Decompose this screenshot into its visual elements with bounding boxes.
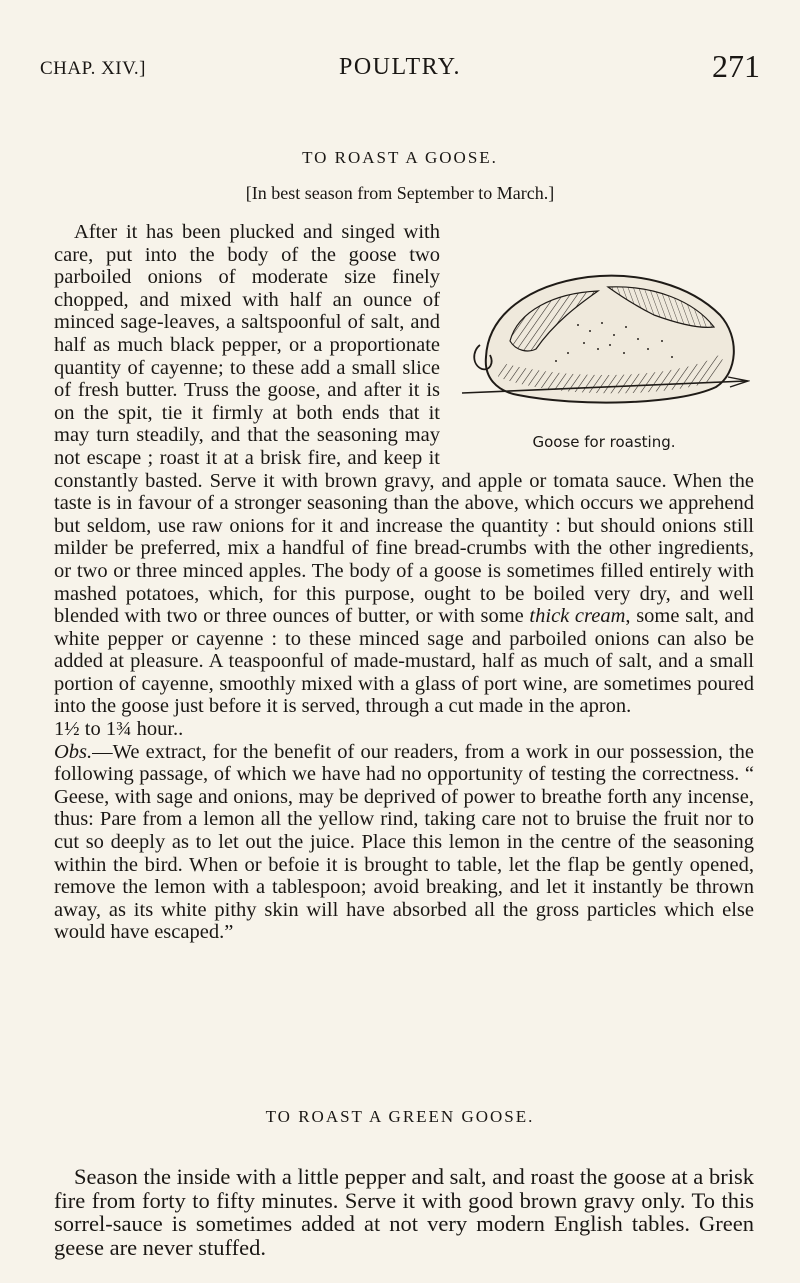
recipe-title: TO ROAST A GOOSE. [302,148,498,167]
obs-label: Obs. [54,740,93,763]
cooking-time: 1½ to 1¾ hour.. [54,718,184,741]
goose-illustration [454,241,754,465]
figure-caption: Goose for roasting. [532,433,676,451]
obs-text: —We extract, for the benefit of our readers, from a work in our possession, the following passage, of which we have had no opportunity of testing the correctness. “ Geese, with sage and onions, may be deprived of power to breathe forth any incense, thus: Pare from a lemon all the yellow rind, taking care not to bruise the fruit nor to cut so deeply as to let out the juice. Place this lemon in the centre of the seasoning within the bird. When or befoie it is brought to table, let the flap be gently opened, remove the lemon with a tablespoon; avoid breaking, and let it instantly be thrown away, as its white pithy skin will have absorbed all the gross particles which else would have escaped.” [54,740,754,944]
recipe-intro: After it has been plucked and singed with care, put into the body of the goose two parboiled onions of moderate size finely chopped, and mixed with half an ounce of minced sage-leaves, a saltspoonful of salt, and half as much black pepper, or a proportionate quantity of cayenne; to these add a small slice of fresh butter. Truss the goose, and after it is on the spit, tie it firmly at both ends that it may turn steadily, and that the seasoning may not escape ; roast it at a brisk fire, and keep it constantly basted. Serve it with brown gravy, and apple or tomata sauce. When the taste is in favour of a stronger seasoning than the above, which occurs we apprehend but seldom, use raw onions for it and increase the quantity : but should onions still milder be preferred, mix a handful of fine bread-crumbs with the other ingredients, or two or three minced apples. The body of a goose is sometimes filled entirely with mashed potatoes, which, for this purpose, ought to be boiled very dry, and well blended with two or three ounces of butter, or with some [54,221,754,628]
season-note: [In best season from September to March.] [245,183,555,203]
recipe-body [54,221,754,944]
page-number: 271 [712,48,760,84]
recipe-intro-italic: thick cream [529,605,626,628]
recipe2-title: TO ROAST A GREEN GOOSE. [265,1107,535,1126]
recipe2-body: Season the inside with a little pepper and salt, and roast the goose at a brisk fire from forty to fifty minutes. Serve it with good brown gravy only. To this sorrel-sauce is sometimes added at not very modern English tables. Green geese are never stuffed. [54,1164,754,1260]
observation-paragraph [54,741,754,944]
section-title: POULTRY. [338,54,462,80]
running-head [40,48,760,88]
recipe-intro-end: , some salt, and white pepper or cayenne : to these minced sage and parboiled onions can also be added at pleasure. A teaspoonful of made-mustard, half as much of salt, and a small portion of cayenne, smoothly mixed with a glass of port wine, are sometimes poured into the goose just before it is served, through a cut made in the apron. [54,605,755,718]
goose-engraving-icon [458,245,750,425]
chapter-label: CHAP. XIV.] [40,58,146,79]
